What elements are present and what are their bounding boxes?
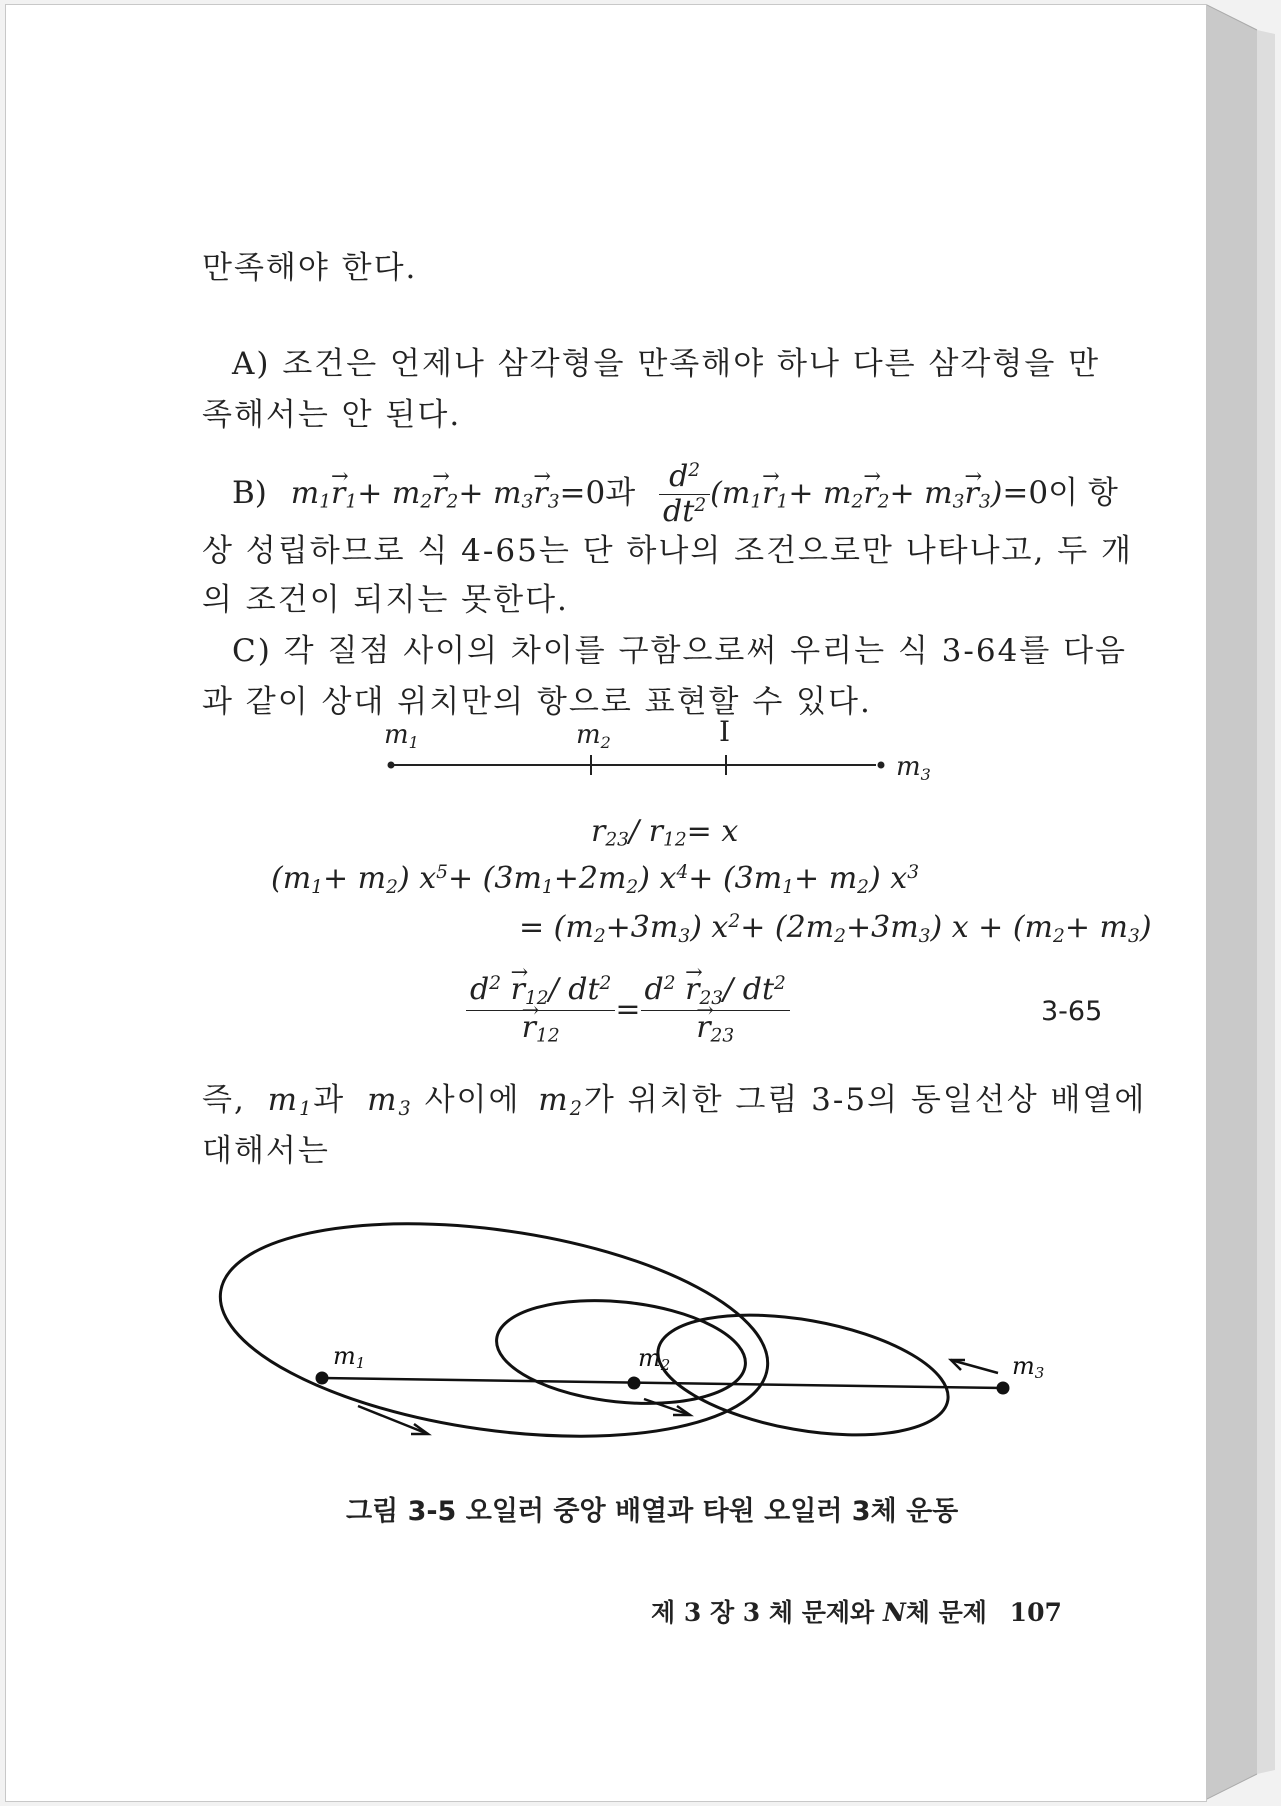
- text-line: 의 조건이 되지는 못한다.: [202, 582, 569, 618]
- m1-body: [316, 1372, 329, 1385]
- text-fragment: 즉,: [202, 1082, 246, 1118]
- label-b: B): [232, 475, 267, 512]
- m1-symbol: $m_1$: [267, 1082, 314, 1120]
- polynomial-line-2: = $(m_2+3m_3)$ $x^2+ (2m_2+3m_3) x + (m_2+ m_3)$: [519, 910, 1152, 947]
- figure-caption: 그림 3-5 오일러 중앙 배열과 타원 오일러 3체 운동: [346, 1496, 959, 1527]
- text-fragment: 과: [313, 1082, 346, 1118]
- m3-body: [997, 1382, 1010, 1395]
- chapter-title-end: 체 문제: [905, 1598, 987, 1627]
- m2-orbit-label: m2: [638, 1344, 671, 1374]
- derivative-expression: $(m_1\to r_1+ m_2\to r_2+ m_3\to r_3)$: [710, 476, 1002, 511]
- text-line: 족해서는 안 된다.: [202, 397, 462, 433]
- m3-orbit-label: m3: [1012, 1352, 1045, 1382]
- m3-label: m3: [896, 752, 931, 784]
- acceleration-equation: $d^2 \to r_{12}/$ $dt^2$ → $r_{12}$ = $d^2 \to r_{23}/$ $dt^2$ → $r_{23}$: [466, 975, 790, 1047]
- chapter-title: 제 3 장 3 체 문제와: [651, 1598, 875, 1627]
- fraction-left: $d^2 \to r_{12}/$ $dt^2$ → $r_{12}$: [466, 975, 615, 1047]
- m2-label: m2: [576, 720, 611, 752]
- m1-label: m1: [384, 720, 419, 752]
- text-line: 과 같이 상대 위치만의 항으로 표현할 수 있다.: [202, 684, 872, 720]
- derivative-operator: $\frac{d^2}{dt^2}$: [659, 462, 710, 527]
- n-letter: N: [882, 1598, 906, 1627]
- m2-body: [628, 1377, 641, 1390]
- text-fragment: =0이 항: [1002, 475, 1118, 512]
- m3-point: [878, 762, 885, 769]
- collinear-diagram: [376, 715, 936, 795]
- equation-number: 3-65: [1041, 996, 1103, 1027]
- text-line: 대해서는: [202, 1133, 330, 1169]
- i-label: I: [719, 715, 731, 748]
- m1-point: [388, 762, 395, 769]
- text-line: 만족해야 한다.: [202, 250, 418, 286]
- book-edge: [1205, 4, 1275, 1800]
- running-footer: [651, 1600, 1062, 1625]
- text-fragment: 가 위치한 그림 3-5의 동일선상 배열에: [583, 1082, 1147, 1118]
- text-fragment: =0과: [559, 475, 636, 512]
- text-fragment: 사이에: [424, 1082, 521, 1118]
- page-number: 107: [1009, 1598, 1062, 1627]
- m3-symbol: $m_3$: [367, 1082, 413, 1120]
- m2-symbol: $m_2$: [538, 1082, 584, 1120]
- ratio-equation: $r_{23}/$ $r_{12}= x$: [591, 814, 739, 851]
- connecting-line: [322, 1378, 1003, 1388]
- m1-orbit-label: m1: [333, 1342, 366, 1372]
- text-line-b: [232, 459, 1118, 530]
- orbit-figure: [206, 1210, 1066, 1490]
- m1-orbit: [207, 1210, 781, 1467]
- text-line: A) 조건은 언제나 삼각형을 만족해야 하나 다른 삼각형을 만: [232, 346, 1101, 382]
- m3-direction-arrow: [951, 1360, 998, 1373]
- fraction-right: $d^2 \to r_{23}/$ $dt^2$ → $r_{23}$: [641, 975, 790, 1047]
- polynomial-line-1: $(m_1+ m_2)$ $x^5+ (3m_1+2m_2)$ $x^4+ (3m_1+ m_2)$ $x^3$: [271, 861, 920, 898]
- m2-orbit: [491, 1289, 750, 1415]
- text-line: C) 각 질점 사이의 차이를 구함으로써 우리는 식 3-64를 다음: [232, 633, 1128, 669]
- sum-expression: $m_1\to r_1+ m_2\to r_2+ m_3\to r_3$: [291, 476, 560, 511]
- page: [5, 4, 1207, 1802]
- text-line-j1: [202, 1082, 1147, 1120]
- text-line: 상 성립하므로 식 4-65는 단 하나의 조건으로만 나타나고, 두 개: [202, 533, 1133, 569]
